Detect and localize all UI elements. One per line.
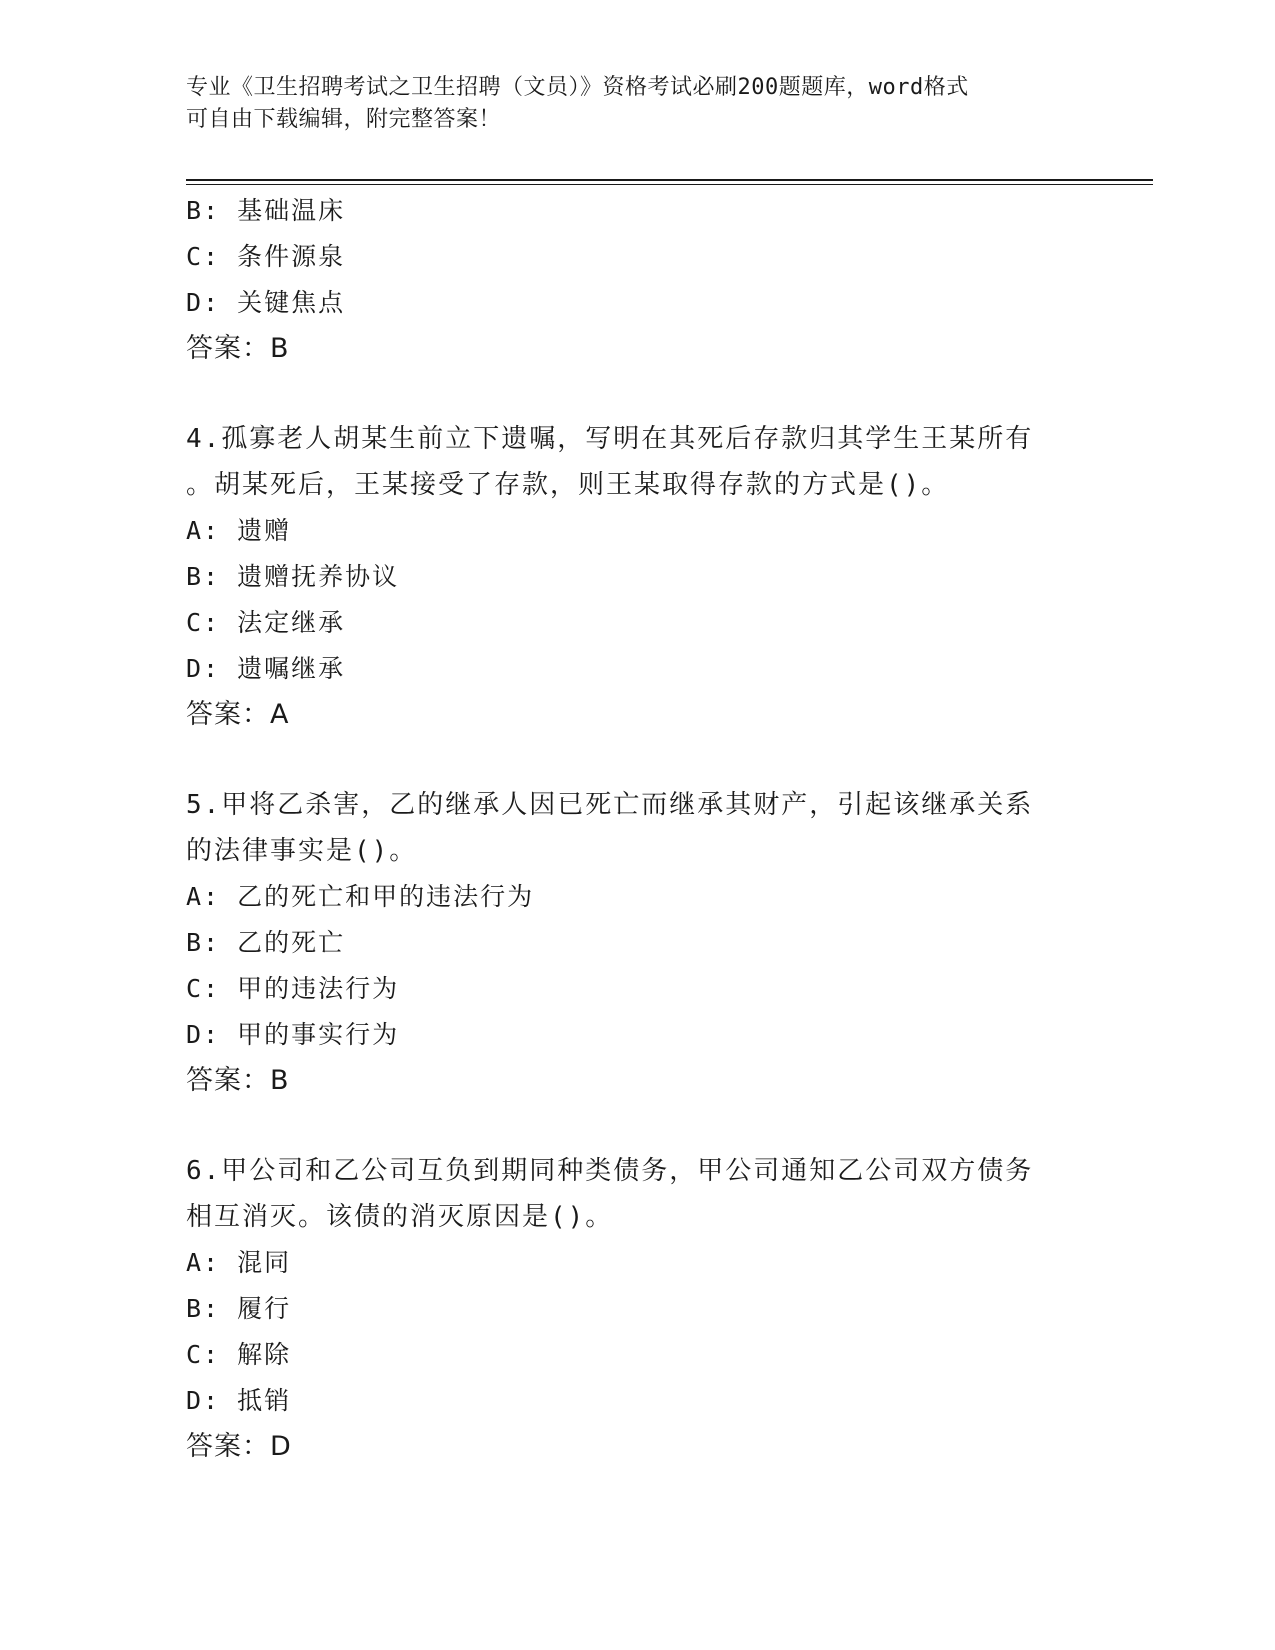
question-stem-line: 。胡某死后，王某接受了存款，则王某取得存款的方式是()。 bbox=[186, 470, 950, 500]
option-d: D: 抵销 bbox=[186, 1386, 292, 1415]
answer-line: 答案：B bbox=[186, 333, 290, 364]
question-stem-line: 相互消灭。该债的消灭原因是()。 bbox=[186, 1202, 614, 1232]
option-d: D: 关键焦点 bbox=[186, 288, 346, 317]
option-c: C: 条件源泉 bbox=[186, 242, 346, 271]
option-c: C: 解除 bbox=[186, 1340, 292, 1369]
header-divider-thick bbox=[186, 179, 1153, 181]
option-a: A: 混同 bbox=[186, 1248, 292, 1277]
question-list bbox=[186, 188, 1086, 1470]
question-item bbox=[186, 416, 1086, 738]
answer-line: 答案：B bbox=[186, 1065, 290, 1096]
option-b: B: 基础温床 bbox=[186, 196, 346, 225]
document-header bbox=[186, 72, 1066, 136]
question-item bbox=[186, 1148, 1086, 1470]
answer-line: 答案：D bbox=[186, 1431, 292, 1462]
option-d: D: 遗嘱继承 bbox=[186, 654, 346, 683]
header-divider-thin bbox=[186, 184, 1153, 185]
question-stem-line: 4.孤寡老人胡某生前立下遗嘱，写明在其死后存款归其学生王某所有 bbox=[186, 424, 1034, 454]
option-d: D: 甲的事实行为 bbox=[186, 1020, 400, 1049]
question-item bbox=[186, 782, 1086, 1104]
question-stem-line: 5.甲将乙杀害，乙的继承人因已死亡而继承其财产，引起该继承关系 bbox=[186, 790, 1034, 820]
option-a: A: 遗赠 bbox=[186, 516, 292, 545]
question-fragment bbox=[186, 188, 1086, 372]
header-line-2: 可自由下载编辑，附完整答案！ bbox=[186, 107, 502, 132]
option-a: A: 乙的死亡和甲的违法行为 bbox=[186, 882, 535, 911]
option-b: B: 遗赠抚养协议 bbox=[186, 562, 400, 591]
answer-line: 答案：A bbox=[186, 699, 290, 730]
option-c: C: 甲的违法行为 bbox=[186, 974, 400, 1003]
header-line-1: 专业《卫生招聘考试之卫生招聘（文员）》资格考试必刷200题题库，word格式 bbox=[186, 75, 969, 100]
question-stem-line: 的法律事实是()。 bbox=[186, 836, 418, 866]
question-stem-line: 6.甲公司和乙公司互负到期同种类债务，甲公司通知乙公司双方债务 bbox=[186, 1156, 1034, 1186]
option-c: C: 法定继承 bbox=[186, 608, 346, 637]
option-b: B: 乙的死亡 bbox=[186, 928, 346, 957]
option-b: B: 履行 bbox=[186, 1294, 292, 1323]
